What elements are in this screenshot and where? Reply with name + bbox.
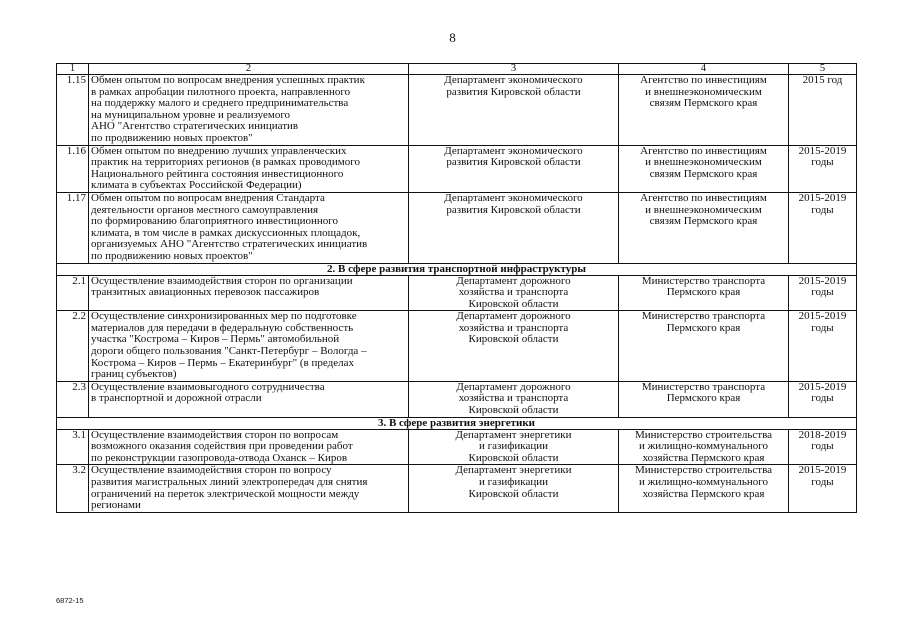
item-term-line: годы: [811, 156, 834, 169]
executor-kirov-line: Департамент дорожного: [456, 274, 571, 287]
executor-kirov-line: хозяйства и транспорта: [458, 321, 569, 334]
executor-perm-line: и внешнеэкономическим: [645, 156, 762, 169]
item-number: 1.17: [57, 192, 89, 263]
table-row: [57, 145, 857, 192]
item-description-line: в транспортной и дорожной отрасли: [91, 392, 262, 405]
executor-perm-line: связям Пермского края: [649, 215, 758, 228]
item-description-line: транзитных авиационных перевозок пассажиров: [91, 286, 320, 299]
item-description-line: деятельности органов местного самоуправления: [91, 203, 319, 216]
item-term: [789, 145, 857, 192]
executor-kirov-line: Департамент дорожного: [456, 380, 571, 393]
item-description-line: АНО "Агентство стратегических инициатив: [91, 120, 299, 133]
item-term: [789, 381, 857, 417]
section-row: [57, 417, 857, 429]
executor-perm: [619, 311, 789, 382]
item-term-line: годы: [811, 476, 834, 488]
executor-perm-line: и внешнеэкономическим: [645, 203, 762, 216]
executor-kirov: [409, 311, 619, 382]
item-term-line: годы: [811, 203, 834, 216]
executor-perm-line: Агентство по инвестициям: [640, 144, 767, 157]
executor-perm-line: связям Пермского края: [649, 97, 758, 110]
table-row: [57, 192, 857, 263]
executor-perm-line: Пермского края: [666, 321, 741, 334]
executor-perm-line: Пермского края: [666, 286, 741, 299]
executor-kirov: [409, 275, 619, 311]
item-description-line: по реконструкции газопровода-отвода Оханск – Киров: [91, 451, 348, 464]
executor-perm: [619, 381, 789, 417]
item-term-line: 2015-2019: [798, 191, 847, 204]
item-description-line: по формированию благоприятного инвестиционного: [91, 215, 338, 228]
executor-kirov-line: Кировской области: [468, 487, 559, 500]
item-description-line: на муниципальном уровне и реализуемого: [91, 108, 291, 121]
executor-kirov-line: и газификации: [479, 476, 548, 488]
item-description: [89, 145, 409, 192]
executor-perm-line: и жилищно-коммунального: [638, 476, 768, 488]
item-term-line: 2015-2019: [798, 310, 847, 323]
item-term-line: 2015-2019: [798, 380, 847, 393]
executor-perm-line: Министерство транспорта: [641, 274, 766, 287]
item-term: [789, 465, 857, 512]
item-description: [89, 75, 409, 146]
executor-perm-line: Пермского края: [666, 392, 741, 405]
executor-kirov: [409, 465, 619, 512]
executor-perm-line: Министерство строительства: [634, 464, 773, 477]
page-number: 8: [449, 30, 456, 45]
executor-perm-line: Министерство строительства: [634, 428, 773, 441]
item-description-line: Кострома – Киров – Пермь – Екатеринбург" (в пределах: [91, 356, 354, 369]
item-term-line: годы: [811, 392, 834, 405]
executor-perm: [619, 145, 789, 192]
executor-kirov: [409, 381, 619, 417]
item-description-line: развития магистральных линий электропередач для снятия: [91, 476, 368, 488]
item-description-line: границ субъектов): [91, 368, 177, 381]
executor-kirov: [409, 145, 619, 192]
item-number: 3.2: [57, 465, 89, 512]
table-row: [57, 275, 857, 311]
executor-kirov-line: Кировской области: [468, 333, 559, 346]
item-description-line: Осуществление синхронизированных мер по подготовке: [91, 310, 357, 323]
item-description-line: регионами: [91, 499, 141, 512]
executor-kirov-line: развития Кировской области: [446, 85, 581, 98]
executor-perm: [619, 429, 789, 465]
item-term: [789, 429, 857, 465]
item-term: [789, 311, 857, 382]
item-description-line: участка "Кострома – Киров – Пермь" автомобильной: [91, 333, 340, 346]
executor-kirov-line: Департамент экономического: [444, 144, 583, 157]
item-description-line: практик на территориях регионов (в рамках проводимого: [91, 156, 360, 169]
item-number: 3.1: [57, 429, 89, 465]
measures-table: [56, 63, 857, 513]
item-description-line: ограничений на переток электрической мощности между: [91, 487, 360, 500]
table-row: [57, 311, 857, 382]
table-row: [57, 381, 857, 417]
item-number: 1.16: [57, 145, 89, 192]
item-description-line: Обмен опытом по внедрению лучших управленческих: [91, 144, 347, 157]
section-title: 2. В сфере развития транспортной инфраструктуры: [57, 263, 857, 275]
item-description-line: Осуществление взаимодействия сторон по вопросам: [91, 428, 339, 441]
item-number: 2.1: [57, 275, 89, 311]
executor-perm: [619, 75, 789, 146]
executor-perm-line: Агентство по инвестициям: [640, 74, 767, 86]
executor-perm-line: и внешнеэкономическим: [645, 85, 762, 98]
item-term-line: годы: [811, 286, 834, 299]
executor-kirov-line: Кировской области: [468, 451, 559, 464]
item-description-line: по продвижению новых проектов": [91, 249, 253, 262]
item-term: [789, 192, 857, 263]
item-description-line: Осуществление взаимодействия сторон по организации: [91, 274, 353, 287]
item-number: 2.2: [57, 311, 89, 382]
item-description-line: Обмен опытом по вопросам внедрения успешных практик: [91, 74, 365, 86]
executor-kirov-line: Департамент экономического: [444, 74, 583, 86]
executor-perm-line: Агентство по инвестициям: [640, 191, 767, 204]
item-term-line: годы: [811, 321, 834, 334]
executor-perm-line: связям Пермского края: [649, 167, 758, 180]
item-description-line: на поддержку малого и среднего предпринимательства: [91, 97, 349, 110]
column-header: 4: [619, 64, 789, 75]
item-term-line: 2015-2019: [798, 274, 847, 287]
item-number: 1.15: [57, 75, 89, 146]
section-title: 3. В сфере развития энергетики: [57, 417, 857, 429]
executor-kirov-line: и газификации: [479, 440, 548, 453]
section-row: [57, 263, 857, 275]
column-header: 5: [789, 64, 857, 75]
item-description-line: климата, в том числе в рамках дискуссионных площадок,: [91, 226, 361, 239]
table-row: [57, 429, 857, 465]
executor-kirov-line: развития Кировской области: [446, 203, 581, 216]
column-header: 3: [409, 64, 619, 75]
executor-perm-line: хозяйства Пермского края: [642, 487, 765, 500]
executor-kirov-line: Департамент дорожного: [456, 310, 571, 323]
item-description-line: климата в субъектах Российской Федерации): [91, 179, 302, 192]
item-number: 2.3: [57, 381, 89, 417]
item-description-line: по продвижению новых проектов": [91, 131, 253, 144]
executor-kirov: [409, 75, 619, 146]
item-description-line: Обмен опытом по вопросам внедрения Стандарта: [91, 191, 325, 204]
executor-perm-line: Министерство транспорта: [641, 380, 766, 393]
executor-kirov-line: развития Кировской области: [446, 156, 581, 169]
item-description-line: Национального рейтинга состояния инвестиционного: [91, 167, 344, 180]
executor-perm: [619, 192, 789, 263]
executor-kirov: [409, 429, 619, 465]
executor-kirov-line: хозяйства и транспорта: [458, 286, 569, 299]
item-term: [789, 75, 857, 146]
header-row: [57, 64, 857, 75]
item-description-line: возможного оказания содействия при проведении работ: [91, 440, 353, 453]
item-description: [89, 311, 409, 382]
footer-code: 6872-15: [56, 596, 84, 605]
executor-kirov-line: хозяйства и транспорта: [458, 392, 569, 405]
executor-kirov-line: Кировской области: [468, 297, 559, 310]
item-description-line: Осуществление взаимовыгодного сотрудничества: [91, 380, 325, 393]
item-description: [89, 429, 409, 465]
item-term-line: 2015-2019: [798, 144, 847, 157]
executor-perm: [619, 465, 789, 512]
table-row: [57, 75, 857, 146]
item-description: [89, 275, 409, 311]
item-description-line: дороги общего пользования "Санкт-Петербург – Вологда –: [91, 345, 367, 358]
item-term: [789, 275, 857, 311]
executor-kirov-line: Департамент энергетики: [455, 428, 572, 441]
item-term-line: годы: [811, 440, 834, 453]
item-description: [89, 192, 409, 263]
table-body: [57, 64, 857, 513]
executor-kirov-line: Департамент энергетики: [455, 464, 572, 477]
executor-perm-line: и жилищно-коммунального: [638, 440, 768, 453]
column-header: 2: [89, 64, 409, 75]
item-term-line: 2018-2019: [798, 428, 847, 441]
executor-kirov: [409, 192, 619, 263]
executor-kirov-line: Кировской области: [468, 404, 559, 417]
executor-perm-line: Министерство транспорта: [641, 310, 766, 323]
executor-perm-line: хозяйства Пермского края: [642, 451, 765, 464]
item-term-line: 2015-2019: [798, 464, 847, 477]
item-description-line: материалов для передачи в федеральную собственность: [91, 321, 354, 334]
item-term-line: 2015 год: [802, 74, 843, 86]
executor-perm: [619, 275, 789, 311]
item-description-line: организуемых АНО "Агентство стратегических инициатив: [91, 238, 368, 251]
item-description-line: в рамках апробации пилотного проекта, направленного: [91, 85, 351, 98]
item-description-line: Осуществление взаимодействия сторон по вопросу: [91, 464, 332, 477]
table-row: [57, 465, 857, 512]
executor-kirov-line: Департамент экономического: [444, 191, 583, 204]
item-description: [89, 381, 409, 417]
column-header: 1: [57, 64, 89, 75]
item-description: [89, 465, 409, 512]
